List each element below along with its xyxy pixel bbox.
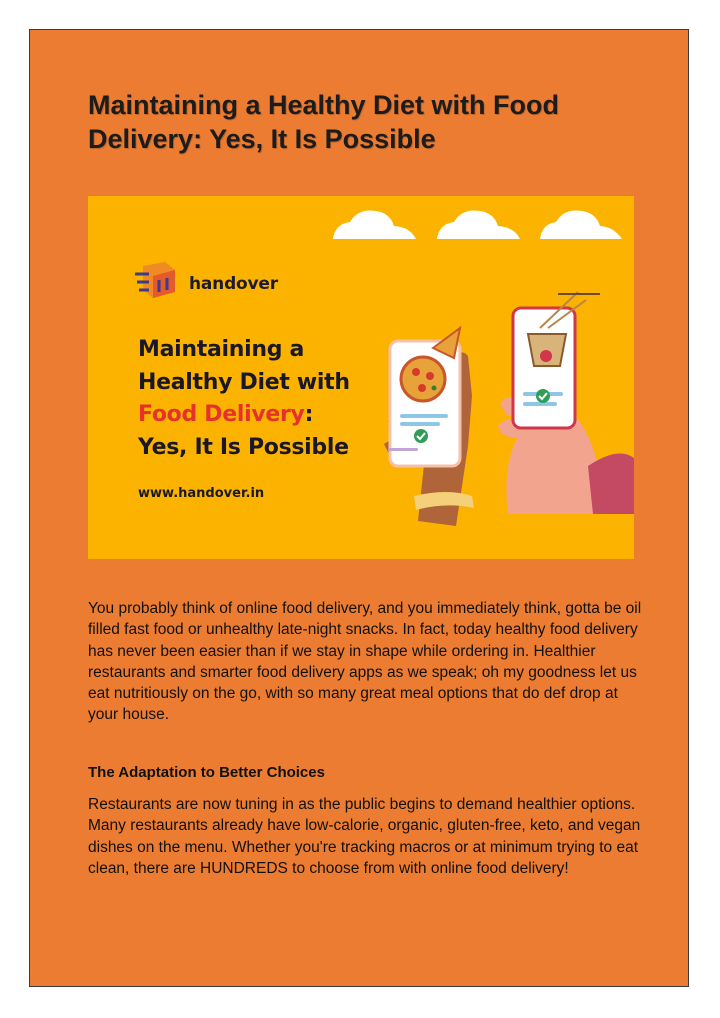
banner-url: www.handover.in — [138, 486, 265, 501]
article-title: Maintaining a Healthy Diet with Food Delivery: Yes, It Is Possible — [88, 90, 560, 154]
check-icon — [414, 429, 428, 443]
cloud-icon — [333, 210, 416, 239]
document-page — [29, 29, 689, 987]
cloud-icon — [437, 210, 520, 239]
banner-line-2: Healthy Diet with — [138, 369, 350, 395]
banner-headline — [138, 334, 398, 464]
cloud-icon — [540, 210, 622, 239]
banner-highlight: Food Delivery — [138, 402, 305, 427]
banner-line-1: Maintaining a — [138, 337, 305, 362]
brand-name: handover — [189, 274, 278, 294]
brand-logo — [135, 262, 278, 306]
banner-line-3 — [138, 399, 398, 432]
banner-line-4: Yes, It Is Possible — [138, 434, 349, 460]
section-heading: The Adaptation to Better Choices — [88, 764, 325, 781]
section-paragraph: Restaurants are now tuning in as the public begins to demand healthier options. Many restaurants already have low-calorie, organic, gluten-free, keto, and vegan dishes on the menu. Whether you're tracking macros or at minimum trying to eat clean, there are HUNDREDS to choose from with online food delivery! — [88, 796, 641, 877]
smartphone-icon — [513, 308, 575, 428]
hero-banner — [88, 196, 634, 559]
intro-paragraph: You probably think of online food delivery, and you immediately think, gotta be oil filled fast food or unhealthy late-night snacks. In fact, today healthy food delivery has never been easier than if we stay in shape while ordering in. Healthier restaurants and smarter food delivery apps as we speak; oh my goodness let us eat nutritiously on the go, with so many great meal options that do def drop at your house. — [88, 600, 642, 724]
banner-colon: : — [304, 402, 314, 427]
check-icon — [536, 389, 550, 403]
